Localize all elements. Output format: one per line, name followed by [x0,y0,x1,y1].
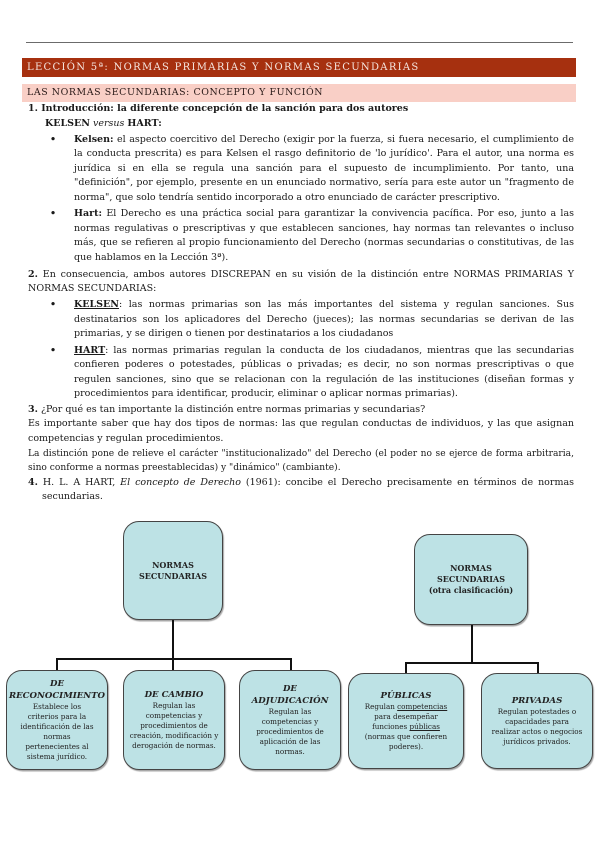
node-publicas-text [357,702,455,752]
connector-left-trunk [172,620,174,660]
lesson-title-bar [22,58,576,77]
bullet-hart-text: El Derecho es una práctica social para garantizar la convivencia pacífica. Por eso, junto a las normas regulativas o prescriptivas y que establecen sanciones, hay normas tan relevantes o incluso más, que se refieren al propio funcionamiento del Derecho (normas secundarias o constitutivas, de las que hablamos en la Lección 3ª). [74,208,574,263]
bullet-kelsen-2-text: : las normas primarias son las más importantes del sistema y regulan sanciones. Sus destinatarios son los aplicadores del Derecho (jueces); las normas secundarias se derivan de las primarias, y se dirigen o tienen por destinatarios a los ciudadanos [74,299,574,340]
bullet-hart [48,207,574,265]
lesson-title: LECCIÓN 5ª: NORMAS PRIMARIAS Y NORMAS SECUNDARIAS [27,62,420,73]
section-title-bar [22,84,576,102]
section-4-author: H. L. A HART, [37,476,121,488]
bullet-hart-label: Hart: [74,208,103,220]
diagram-node-cambio [123,670,225,770]
node-cambio-title: DE CAMBIO [144,690,204,700]
section-1-heading: 1. Introducción: la diferente concepción de la sanción para dos autores [28,103,409,114]
section-4-text: (1961): concibe el Derecho precisamente en términos de normas secundarias. [42,476,574,503]
section-1-bullets [28,133,574,266]
node-reconocimiento-title: DE RECONOCIMIENTO [8,679,106,701]
bullet-kelsen-text: el aspecto coercitivo del Derecho (exigir por la fuerza, si fuera necesario, el cumplimiento de la conducta prescrita) es para Kelsen el rasgo definitorio de 'lo jurídico'. Para el autor, una norma es jurídica si en ella se regula una sanción para el supuesto de incumplimiento. Por tanto, una "definición", por ejemplo, presente en un enunciado normativo, sería para este autor un "fragmento de norma", que solo tendría sentido incorporado a otro enunciado de carácter prescriptivo. [74,133,574,204]
bullet-kelsen-2-label: KELSEN [74,299,119,311]
diagram-left-root-line2: SECUNDARIAS [138,570,208,581]
page-top-divider [26,42,573,43]
section-4-number: 4. [28,476,38,488]
diagram-node-privadas [481,673,593,769]
connector-right-trunk [471,625,473,664]
section-2-number: 2. [28,268,38,280]
versus-label: versus [89,117,128,129]
publicas-text-a: Regulan [364,702,398,711]
diagram-left-root-line1: NORMAS [152,559,194,570]
publicas-text-publicas: públicas [409,722,440,731]
node-privadas-text: Regulan potestades o capacidades para realizar actos o negocios jurídicos privados. [491,707,583,746]
bullet-hart-2-text: : las normas primarias regulan la conducta de los ciudadanos, mientras que las secundarias confieren poderes o potestades, públicas o privadas; es decir, no son normas prescriptivas o que regulen sanciones, sino que se relacionan con la regulación de las instituciones (diseñan formas y procedimientos para identificar, producir, eliminar o aplicar normas primarias). [74,344,574,400]
diagram-left-root [123,521,223,620]
section-4-paragraph [28,476,574,505]
document-body [28,102,574,505]
bullet-kelsen-label: Kelsen: [74,133,114,145]
section-3-para-2: La distinción pone de relieve el carácter "institucionalizado" del Derecho (el poder no se ejerce de forma arbitraria, sino conforme a normas preestablecidas) y "dinámico" (cambiante). [28,448,574,474]
diagram-right-root [414,534,528,625]
bullet-hart-2 [48,344,574,402]
publicas-text-c: (normas que confieren poderes). [364,732,448,751]
diagram-node-reconocimiento [6,670,108,770]
hart-label: HART: [127,117,162,129]
bullet-kelsen-2 [48,298,574,342]
diagram-right-root-line1: NORMAS SECUNDARIAS [436,563,506,584]
diagram-node-publicas [348,673,464,769]
node-adjudicacion-title: DE ADJUDICACIÓN [251,684,329,706]
node-privadas-title: PRIVADAS [511,696,563,706]
section-2-bullets [28,298,574,402]
publicas-text-competencias: competencias [397,702,448,711]
bullet-kelsen [48,133,574,206]
bullet-hart-2-label: HART [74,344,106,356]
section-3-para-1: Es importante saber que hay dos tipos de normas: las que regulan conductas de individuos, y las que asignan competencias y regulan procedimientos. [28,418,574,445]
connector-right-horizontal [405,662,539,664]
diagram-node-adjudicacion [239,670,341,770]
section-3-question [28,403,574,418]
node-cambio-text: Regulan las competencias y procedimientos de creación, modificación y derogación de normas. [129,701,219,750]
node-publicas-title: PÚBLICAS [380,691,432,701]
section-3-number: 3. [28,403,38,415]
section-4-book-title: El concepto de Derecho [120,476,241,488]
node-reconocimiento-text: Establece los criterios para la identificación de las normas pertenecientes al sistema jurídico. [20,702,94,761]
section-2-paragraph [28,268,574,297]
section-2-text: En consecuencia, ambos autores DISCREPAN en su visión de la distinción entre NORMAS PRIMARIAS Y NORMAS SECUNDARIAS: [28,268,574,295]
diagram-right-root-line2: (otra clasificación) [428,585,514,595]
section-1-subheading [28,117,574,132]
node-adjudicacion-text: Regulan las competencias y procedimientos de aplicación de las normas. [256,707,324,756]
section-3-question-text: ¿Por qué es tan importante la distinción entre normas primarias y secundarias? [37,403,426,415]
connector-left-horizontal [56,658,292,660]
section-title: LAS NORMAS SECUNDARIAS: CONCEPTO Y FUNCIÓN [27,87,324,98]
kelsen-label: KELSEN [45,117,90,129]
publicas-text-b: para desempeñar funciones [372,712,438,731]
